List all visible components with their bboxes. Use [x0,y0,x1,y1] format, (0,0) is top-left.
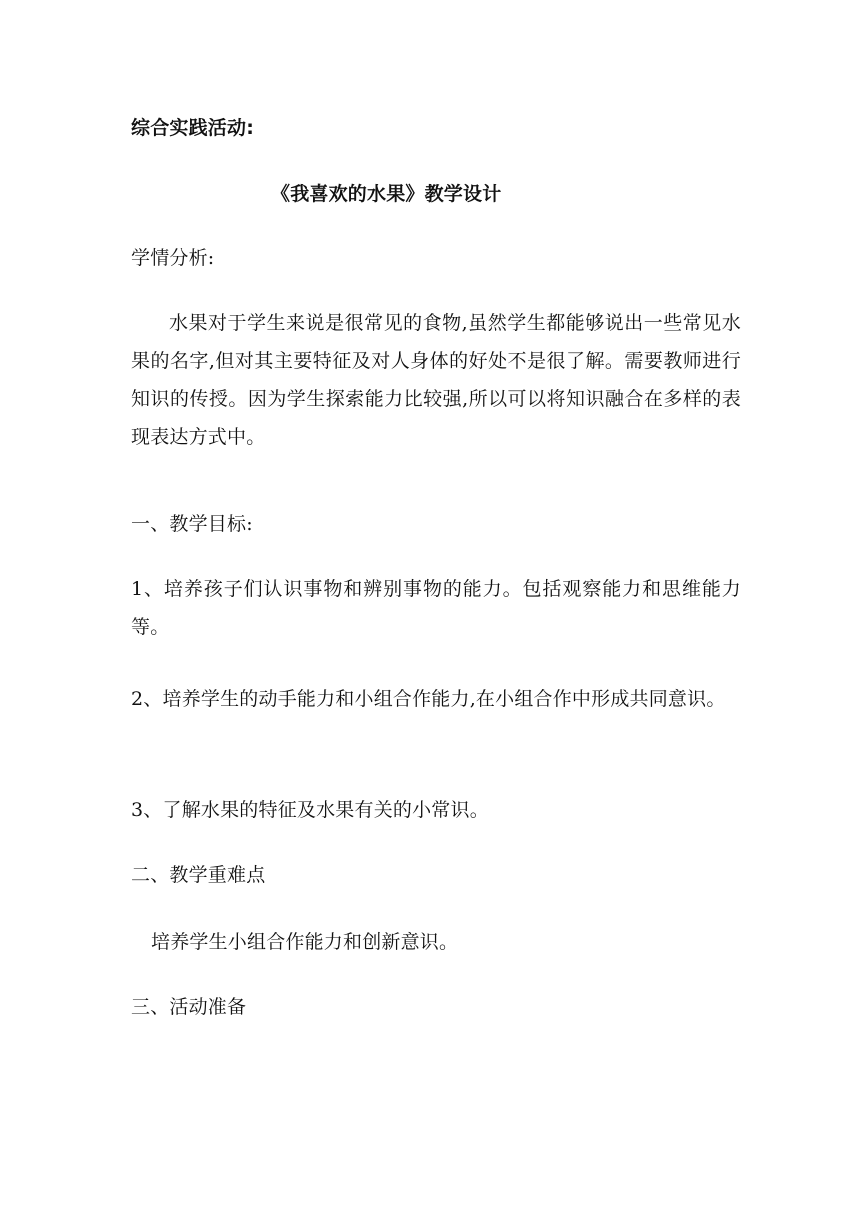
section-analysis-heading: 学情分析: [131,247,215,269]
goal-item-3: 3、了解水果的特征及水果有关的小常识。 [131,799,489,821]
section-focus-heading: 二、教学重难点 [131,864,266,886]
goal-item-2: 2、培养学生的动手能力和小组合作能力,在小组合作中形成共同意识。 [131,688,726,710]
document-heading: 综合实践活动: [131,117,254,139]
document-title: 《我喜欢的水果》教学设计 [271,183,502,205]
section-goals-heading: 一、教学目标: [131,513,253,535]
goal-item-1: 1、培养孩子们认识事物和辨别事物的能力。包括观察能力和思维能力等。 [131,578,741,638]
section-prep-heading: 三、活动准备 [131,996,247,1018]
focus-text: 培养学生小组合作能力和创新意识。 [151,931,459,953]
analysis-paragraph: 水果对于学生来说是很常见的食物,虽然学生都能够说出一些常见水果的名字,但对其主要特征及对人身体的好处不是很了解。需要教师进行知识的传授。因为学生探索能力比较强,所以可以将知识融合在多样的表现表达方式中。 [131,312,741,448]
